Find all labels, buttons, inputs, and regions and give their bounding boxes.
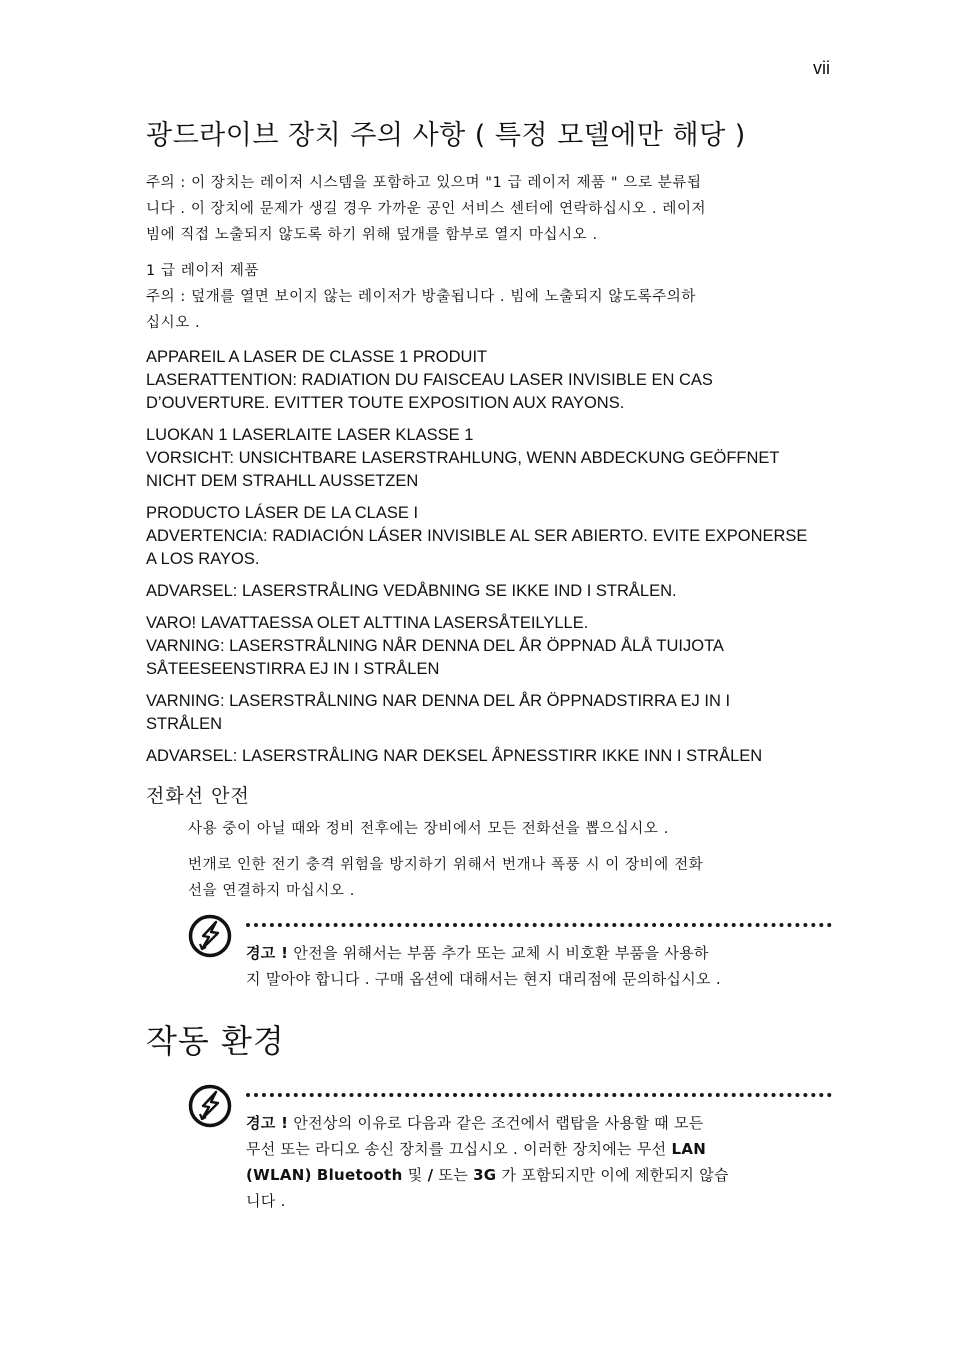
warning-label: 경고 ! xyxy=(246,944,289,962)
text-line: 지 말아야 합니다 . 구매 옵션에 대해서는 현지 대리점에 문의하십시오 . xyxy=(246,970,721,988)
environment-warning-box xyxy=(188,1084,832,1214)
text-line: VORSICHT: UNSICHTBARE LASERSTRAHLUNG, WENN ABDECKUNG GEÖFFNET xyxy=(146,449,780,467)
page-content xyxy=(146,114,832,1214)
laser-section-title: 광드라이브 장치 주의 사항 ( 특정 모델에만 해당 ) xyxy=(146,120,746,151)
french-laser-notice xyxy=(146,346,832,415)
text-line: 빔에 직접 노출되지 않도록 하기 위해 덮개를 함부로 열지 마십시오 . xyxy=(146,227,598,243)
3g-term: 3G xyxy=(473,1166,497,1184)
warning-text-segment: 또는 xyxy=(433,1166,474,1184)
text-line: APPAREIL A LASER DE CLASSE 1 PRODUIT xyxy=(146,348,488,366)
text-line xyxy=(246,940,832,966)
finnish-swedish-laser-notice xyxy=(146,612,832,681)
warning-text-segment: 및 xyxy=(402,1166,428,1184)
warning-label: 경고 ! xyxy=(246,1114,289,1132)
text-line: D’OUVERTURE. EVITTER TOUTE EXPOSITION AUX RAYONS. xyxy=(146,394,625,412)
text-line: 사용 중이 아닐 때와 정비 전후에는 장비에서 모든 전화선을 뽑으십시오 . xyxy=(188,821,669,837)
norwegian-laser-notice xyxy=(146,745,832,768)
laser-warning-paragraph xyxy=(146,170,832,248)
laser-class-paragraph xyxy=(146,258,832,336)
text-line: ADVERTENCIA: RADIACIÓN LÁSER INVISIBLE AL SER ABIERTO. EVITE EXPONERSE xyxy=(146,527,808,545)
text-line: VARO! LAVATTAESSA OLET ALTTINA LASERSÅTEILYLLE. xyxy=(146,614,589,632)
phone-warning-text xyxy=(246,940,832,992)
text-line: 십시오 . xyxy=(146,315,201,331)
environment-section-title: 작동 환경 xyxy=(146,1022,285,1060)
text-line xyxy=(246,1162,832,1188)
text-line: VARNING: LASERSTRÅLNING NAR DENNA DEL ÅR ÖPPNADSTIRRA EJ IN I xyxy=(146,692,731,710)
text-line: STRÅLEN xyxy=(146,715,223,733)
german-laser-notice xyxy=(146,424,832,493)
text-line: A LOS RAYOS. xyxy=(146,550,260,568)
text-line: 주의 : 이 장치는 레이저 시스템을 포함하고 있으며 "1 급 레이저 제품 " 으로 분류됩 xyxy=(146,175,702,191)
text-line: LUOKAN 1 LASERLAITE LASER KLASSE 1 xyxy=(146,426,474,444)
text-line: 번개로 인한 전기 충격 위험을 방지하기 위해서 번개나 폭풍 시 이 장비에 전화 xyxy=(188,857,704,873)
text-line: 1 급 레이저 제품 xyxy=(146,263,260,279)
text-line xyxy=(246,1136,832,1162)
swedish-laser-notice xyxy=(146,690,832,736)
lightning-warning-icon xyxy=(188,914,232,958)
phone-warning-box xyxy=(188,914,832,992)
phone-unplug-paragraph xyxy=(188,816,832,842)
phone-lightning-paragraph xyxy=(188,852,832,904)
wlan-term: (WLAN) xyxy=(246,1166,312,1184)
warning-text-segment: 가 포함되지만 이에 제한되지 않습 xyxy=(496,1166,729,1184)
lan-term: LAN xyxy=(671,1140,707,1158)
phone-section-title: 전화선 안전 xyxy=(146,785,250,807)
text-line: ADVARSEL: LASERSTRÅLING NAR DEKSEL ÅPNESSTIRR IKKE INN I STRÅLEN xyxy=(146,747,763,765)
danish-laser-notice xyxy=(146,580,832,603)
spanish-laser-notice xyxy=(146,502,832,571)
text-line: VARNING: LASERSTRÅLNING NÅR DENNA DEL ÅR ÖPPNAD ÅLÅ TUIJOTA xyxy=(146,637,724,655)
text-line: LASERATTENTION: RADIATION DU FAISCEAU LASER INVISIBLE EN CAS xyxy=(146,371,713,389)
text-line: 선을 연결하지 마십시오 . xyxy=(188,883,355,899)
warning-text-segment: 무선 또는 라디오 송신 장치를 끄십시오 . 이러한 장치에는 무선 xyxy=(246,1140,672,1158)
warning-text-segment: 안전을 위해서는 부품 추가 또는 교체 시 비호환 부품을 사용하 xyxy=(293,944,709,962)
page-number: vii xyxy=(813,58,830,78)
text-line: ADVARSEL: LASERSTRÅLING VEDÅBNING SE IKKE IND I STRÅLEN. xyxy=(146,582,677,600)
text-line: 니다 . xyxy=(246,1192,286,1210)
environment-warning-text xyxy=(246,1110,832,1214)
warning-text-segment: 안전상의 이유로 다음과 같은 조건에서 랩탑을 사용할 때 모든 xyxy=(293,1114,704,1132)
warning-dotted-rule xyxy=(246,1084,832,1102)
text-line: 니다 . 이 장치에 문제가 생길 경우 가까운 공인 서비스 센터에 연락하십시오 . 레이저 xyxy=(146,201,707,217)
text-line: PRODUCTO LÁSER DE LA CLASE I xyxy=(146,504,419,522)
text-line: NICHT DEM STRAHLL AUSSETZEN xyxy=(146,472,419,490)
text-line: SÅTEESEENSTIRRA EJ IN I STRÅLEN xyxy=(146,660,440,678)
text-line xyxy=(246,1110,832,1136)
lightning-warning-icon xyxy=(188,1084,232,1128)
text-line: 주의 : 덮개를 열면 보이지 않는 레이저가 방출됩니다 . 빔에 노출되지 않도록주의하 xyxy=(146,289,697,305)
slash-term: / xyxy=(427,1166,434,1184)
bluetooth-term: Bluetooth xyxy=(316,1166,403,1184)
warning-dotted-rule xyxy=(246,914,832,932)
